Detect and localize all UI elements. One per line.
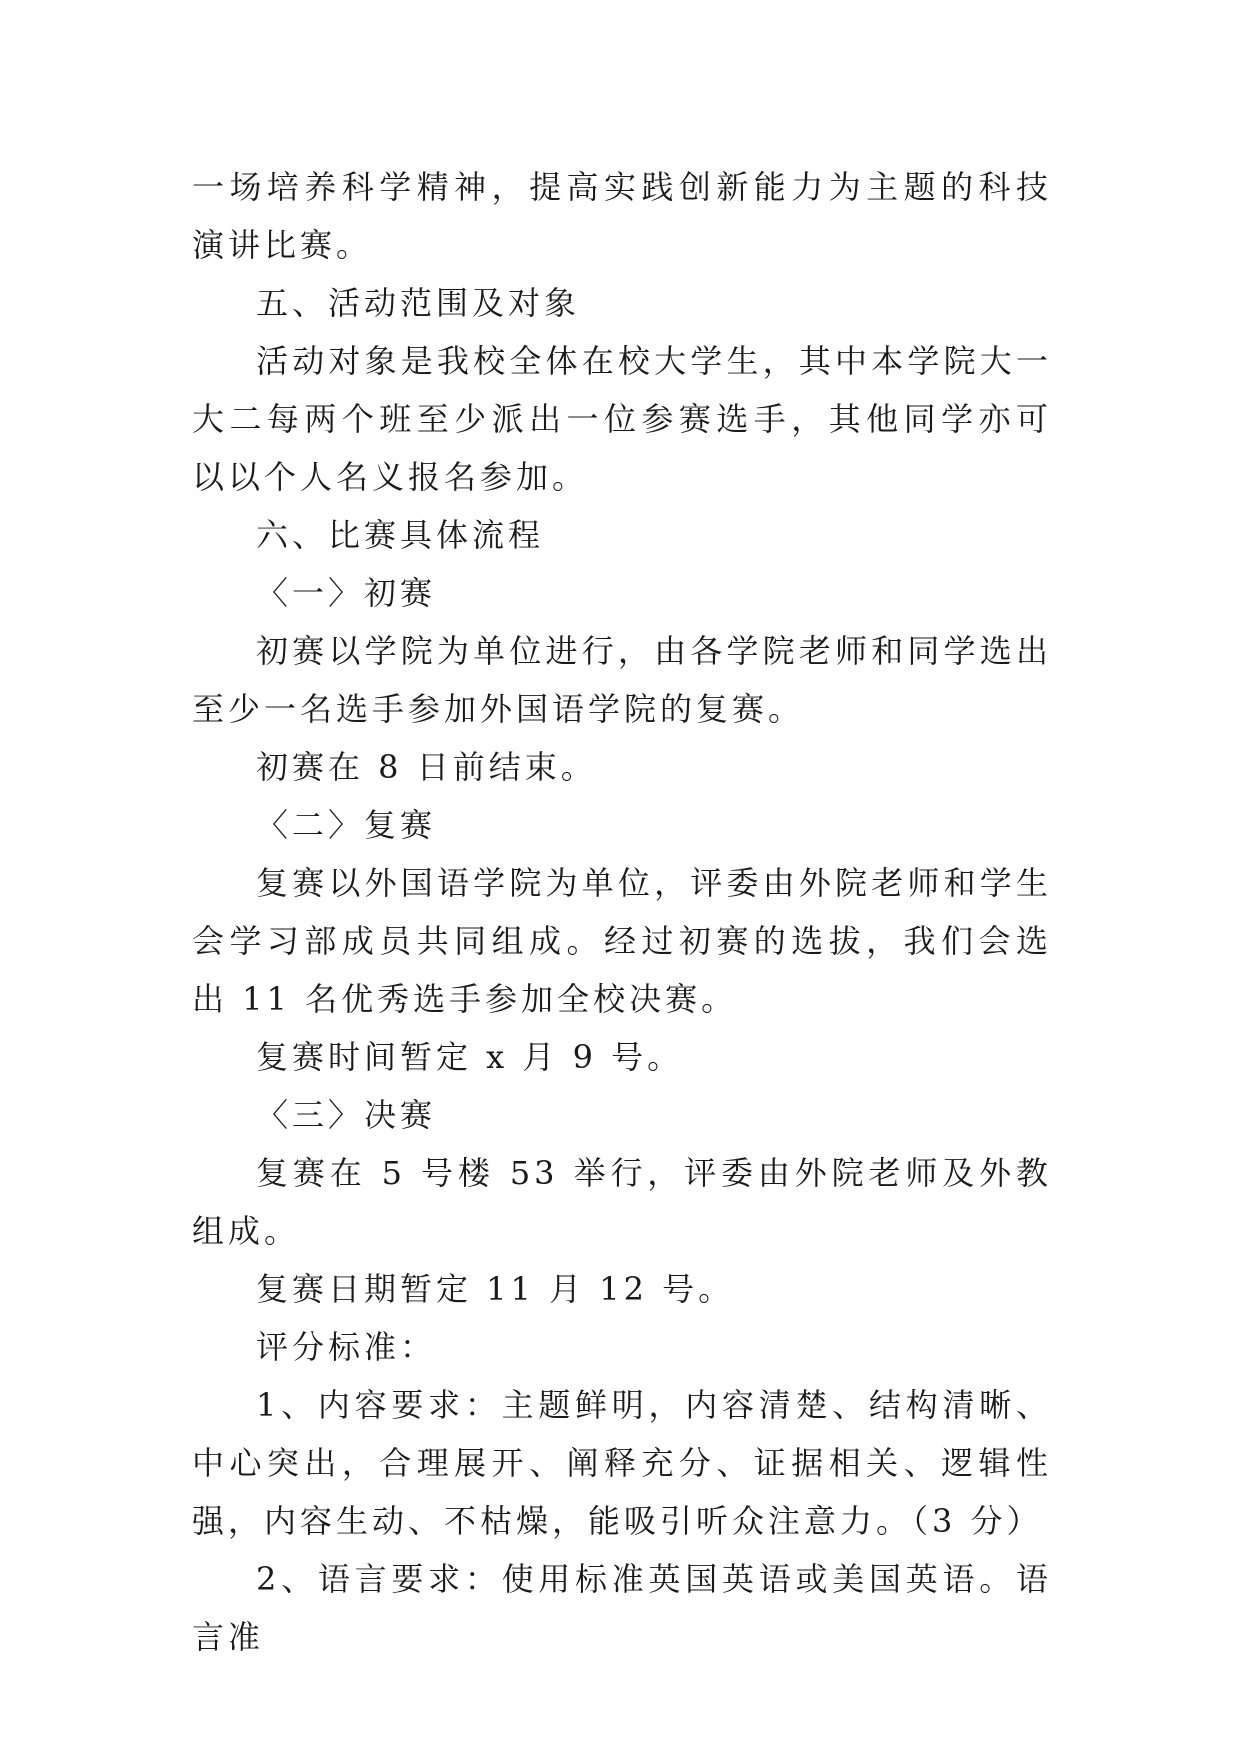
paragraph-intro-continued: 一场培养科学精神，提高实践创新能力为主题的科技演讲比赛。 xyxy=(192,168,1052,264)
paragraph-participants: 活动对象是我校全体在校大学生，其中本学院大一大二每两个班至少派出一位参赛选手，其他同学亦可以以个人名义报名参加。 xyxy=(192,342,1052,496)
subheading-final: 〈三〉决赛 xyxy=(256,1096,437,1134)
document-body xyxy=(192,158,1052,1666)
paragraph-criteria-language: 2、语言要求：使用标准英国英语或美国英语。语言准 xyxy=(192,1560,1052,1656)
paragraph-final-venue: 复赛在 5 号楼 53 举行，评委由外院老师及外教组成。 xyxy=(192,1154,1052,1250)
paragraph-final-date: 复赛日期暂定 11 月 12 号。 xyxy=(256,1270,735,1308)
paragraph-criteria-content: 1、内容要求：主题鲜明，内容清楚、结构清晰、中心突出，合理展开、阐释充分、证据相关、逻辑性强，内容生动、不枯燥，能吸引听众注意力。（3 分） xyxy=(192,1386,1052,1540)
heading-scoring-criteria: 评分标准： xyxy=(256,1328,437,1366)
paragraph-semifinal-desc: 复赛以外国语学院为单位，评委由外院老师和学生会学习部成员共同组成。经过初赛的选拔，我们会选出 11 名优秀选手参加全校决赛。 xyxy=(192,864,1052,1018)
paragraph-preliminary-desc: 初赛以学院为单位进行，由各学院老师和同学选出至少一名选手参加外国语学院的复赛。 xyxy=(192,632,1052,728)
heading-section-5: 五、活动范围及对象 xyxy=(256,284,581,322)
subheading-preliminary: 〈一〉初赛 xyxy=(256,574,437,612)
subheading-semifinal: 〈二〉复赛 xyxy=(256,806,437,844)
heading-section-6: 六、比赛具体流程 xyxy=(256,516,545,554)
paragraph-preliminary-deadline: 初赛在 8 日前结束。 xyxy=(256,748,597,786)
paragraph-semifinal-date: 复赛时间暂定 x 月 9 号。 xyxy=(256,1038,684,1076)
